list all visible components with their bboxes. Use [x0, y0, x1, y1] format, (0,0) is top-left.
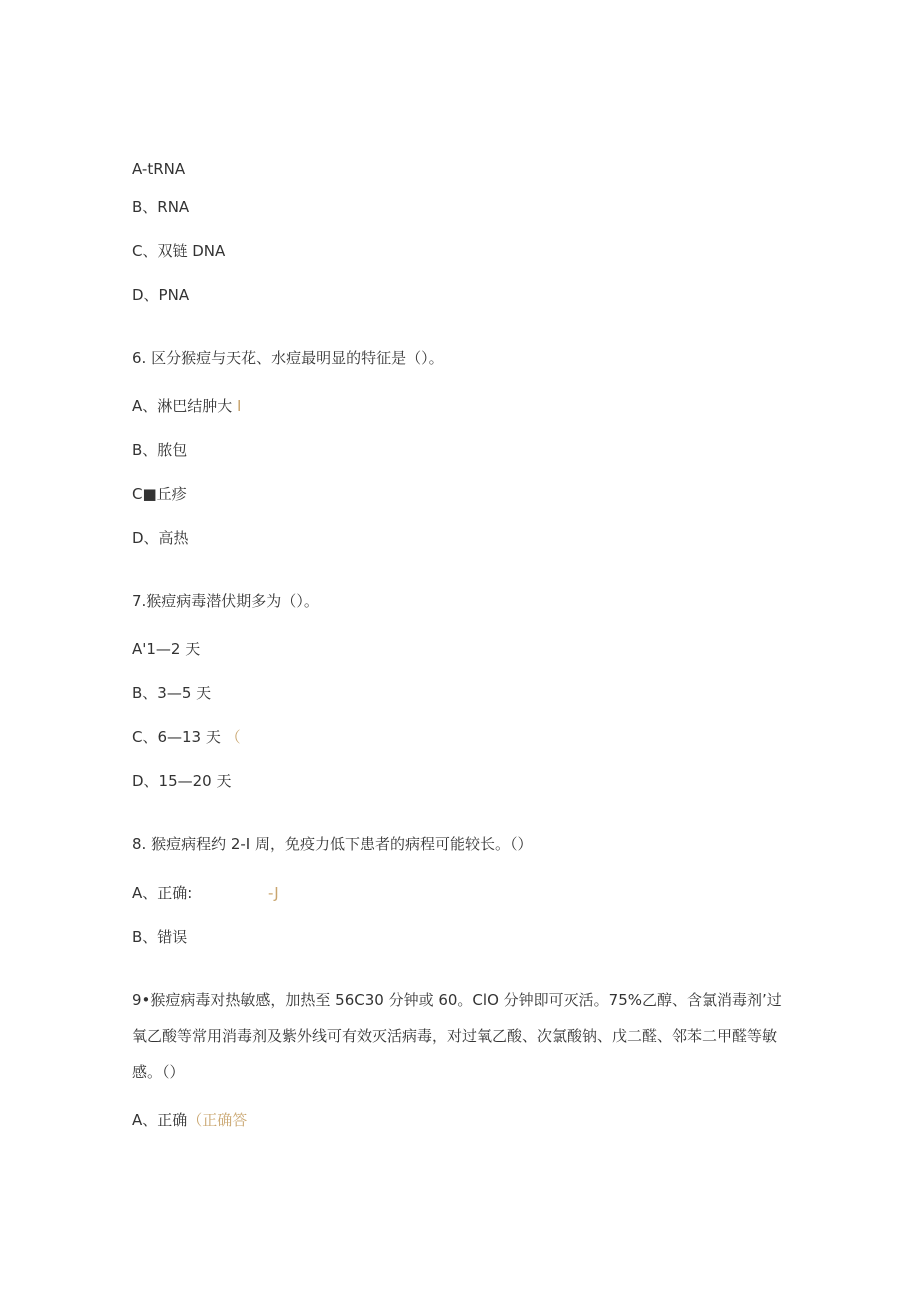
q5-option-b: B、RNA [132, 198, 190, 216]
q6-option-a-mark: I [237, 397, 242, 415]
q7-option-c-text: C、6—13 天 [132, 728, 221, 746]
q7-option-b: B、3—5 天 [132, 684, 212, 702]
q7-option-d: D、15—20 天 [132, 772, 232, 790]
q9-option-a-text: A、正确 [132, 1111, 188, 1129]
q7-option-a: A'1—2 天 [132, 640, 201, 658]
q9-option-a [132, 1110, 247, 1130]
q7-stem: 7.猴痘病毒潜伏期多为（）。 [132, 592, 319, 610]
q9-stem: 9•猴痘病毒对热敏感，加热至 56C30 分钟或 60。ClO 分钟即可灭活。75%乙醇、含氯消毒剂’过氧乙酸等常用消毒剂及紫外线可有效灭活病毒，对过氧乙酸、次氯酸钠、戊二醛、邻苯二甲醛等敏感。（） [132, 991, 782, 1081]
q8-option-a-text: A、正确: [132, 884, 193, 902]
q6-option-d: D、高热 [132, 529, 189, 547]
q6-option-a-text: A、淋巴结肿大 [132, 397, 233, 415]
q6-stem: 6. 区分猴痘与天花、水痘最明显的特征是（）。 [132, 349, 444, 367]
q5-option-c: C、双链 DNA [132, 242, 226, 260]
q7-option-c-mark: （ [225, 728, 241, 746]
q9-option-a-mark: （正确答 [187, 1111, 248, 1129]
q8-option-a [132, 883, 279, 903]
q7-option-c [132, 727, 241, 747]
q8-stem: 8. 猴痘病程约 2-I 周，免疫力低下患者的病程可能较长。（） [132, 835, 533, 853]
q8-option-a-mark: -J [268, 884, 279, 902]
q6-option-c: C■丘疹 [132, 485, 187, 503]
q6-option-b: B、脓包 [132, 441, 188, 459]
q5-option-d: D、PNA [132, 286, 190, 304]
q8-option-b: B、错误 [132, 928, 188, 946]
q6-option-a [132, 396, 241, 416]
q5-option-a: A-tRNA [132, 160, 186, 178]
